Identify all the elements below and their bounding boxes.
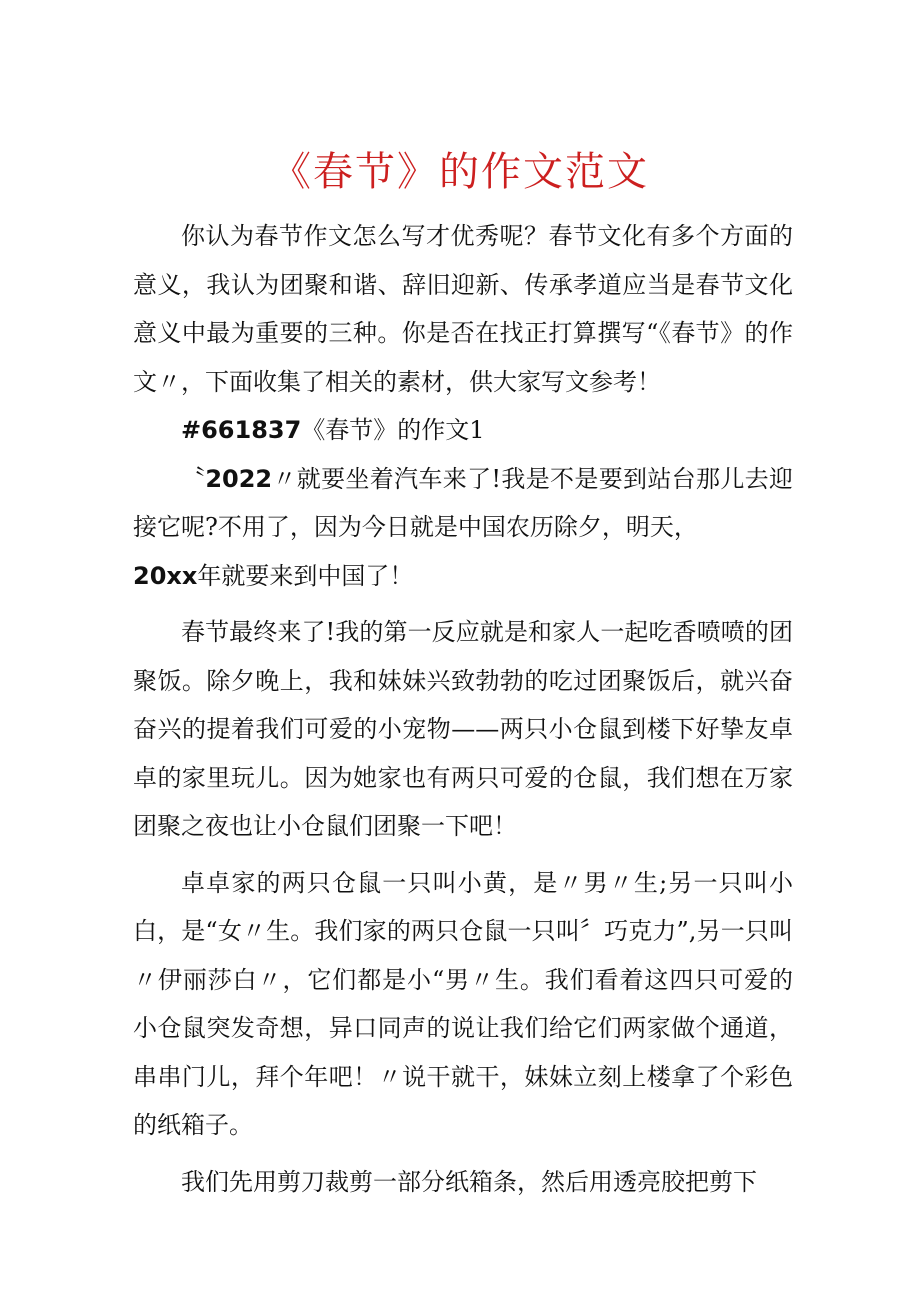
section-heading-id: #661837 — [181, 416, 302, 444]
para1b-rest: 年就要来到中国了！ — [197, 561, 414, 590]
section-heading — [133, 406, 793, 455]
para1b-year: 20xx — [133, 561, 198, 590]
paragraph-1-continued — [133, 552, 793, 601]
paragraph-2: 春节最终来了!我的第一反应就是和家人一起吃香喷喷的团聚饭。除夕晚上，我和妹妹兴致勃勃的吃过团聚饭后，就兴奋奋兴的提着我们可爱的小宠物——两只小仓鼠到楼下好挚友卓卓的家里玩儿。因为她家也有两只可爱的仓鼠，我们想在万家团聚之夜也让小仓鼠们团聚一下吧！ — [133, 618, 793, 840]
document-body — [133, 212, 793, 1206]
intro-paragraph: 你认为春节作文怎么写才优秀呢？春节文化有多个方面的意义，我认为团聚和谐、辞旧迎新、传承孝道应当是春节文化意义中最为重要的三种。你是否在找正打算撰写“《春节》的作文〃，下面收集了相关的素材，供大家写文参考！ — [133, 222, 793, 396]
document-title: 《春节》的作文范文 — [271, 149, 649, 195]
section-heading-text: 《春节》的作文1 — [301, 416, 485, 444]
paragraph-1 — [133, 455, 793, 552]
para1-prefix: 〝 — [181, 464, 206, 493]
para1-rest: 〃就要坐着汽车来了!我是不是要到站台那儿去迎接它呢?不用了，因为今日就是中国农历除夕，明天， — [133, 464, 793, 541]
paragraph-3: 卓卓家的两只仓鼠一只叫小黄，是〃男〃生;另一只叫小白，是“女〃生。我们家的两只仓鼠一只叫〞巧克力”,另一只叫〃伊丽莎白〃，它们都是小“男〃生。我们看着这四只可爱的小仓鼠突发奇想，异口同声的说让我们给它们两家做个通道，串串门儿，拜个年吧！〃说干就干，妹妹立刻上楼拿了个彩色的纸箱子。 — [133, 868, 793, 1139]
para1-year: 2022 — [205, 464, 273, 493]
paragraph-4: 我们先用剪刀裁剪一部分纸箱条，然后用透亮胶把剪下 — [181, 1167, 757, 1196]
